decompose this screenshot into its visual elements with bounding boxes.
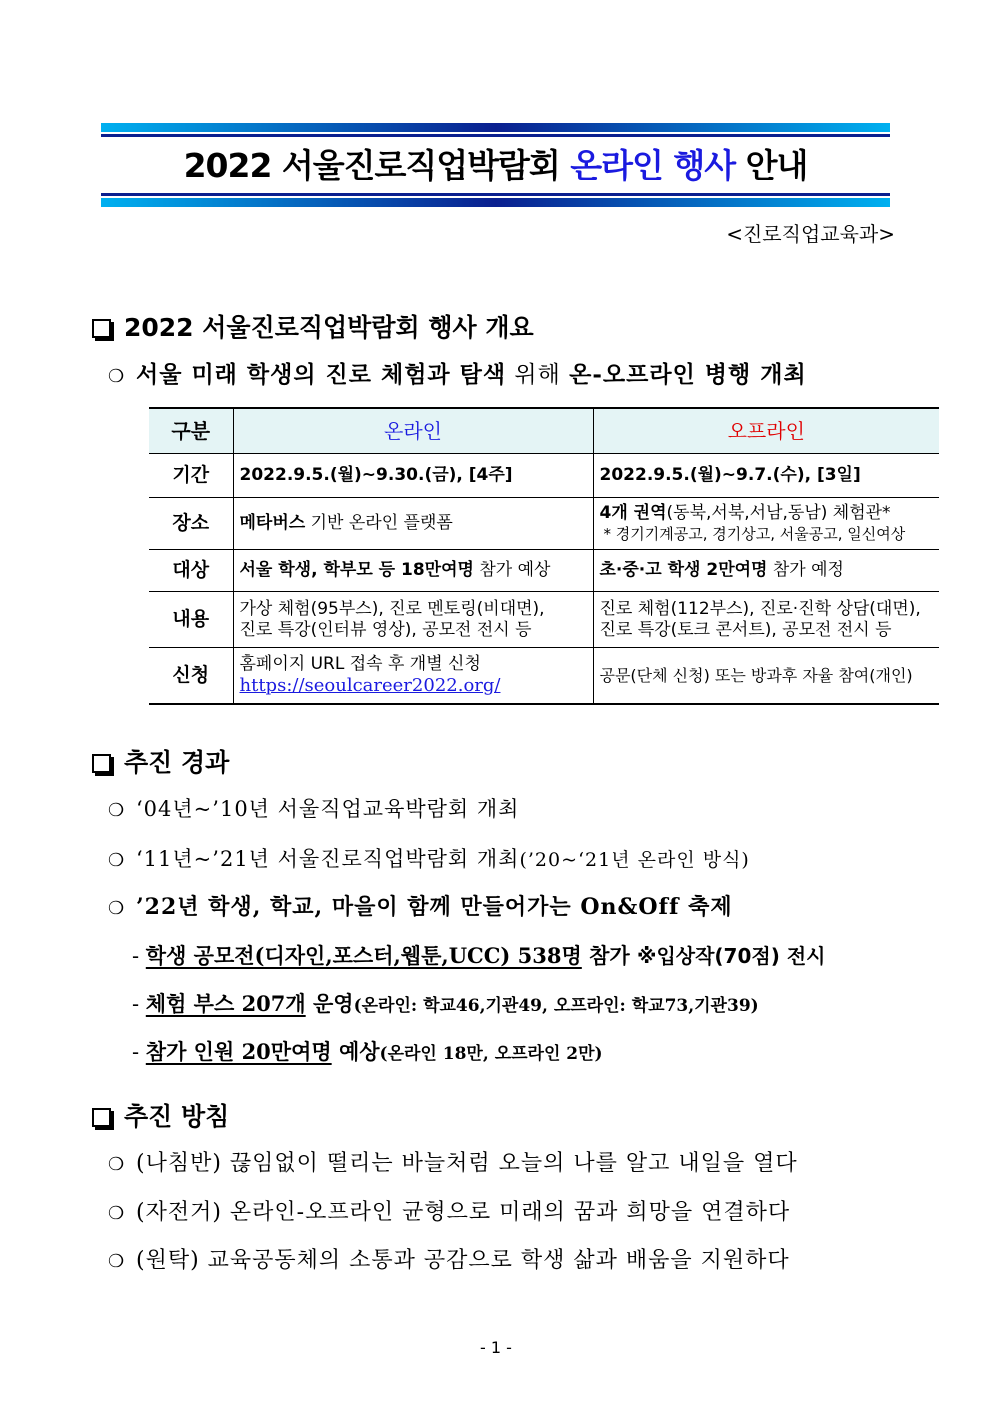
square-bullet-icon (92, 754, 111, 773)
progress-bullet (108, 793, 519, 827)
sub-underlined: 학생 공모전(디자인,포스터,웹툰,UCC) 538명 (145, 943, 582, 968)
circle-bullet-icon: ❍ (108, 1251, 126, 1272)
sub-tail: (온라인: 학교46,기관49, 오프라인: 학교73,기관39) (353, 996, 759, 1016)
cell-line: 진로 체험(112부스), 진로·진학 상담(대면), (599, 598, 921, 619)
circle-bullet-icon: ❍ (108, 1203, 126, 1224)
section-heading-progress (92, 746, 229, 780)
dash: - (132, 944, 140, 968)
table-row (149, 454, 939, 498)
cell-online (233, 550, 593, 592)
section-heading-text: 2022 서울진로직업박람회 행사 개요 (124, 313, 534, 342)
bullet-text: ‘11년~’21년 서울진로직업박람회 개최 (136, 847, 520, 871)
overview-table (149, 407, 939, 705)
sub-tail: (온라인 18만, 오프라인 2만) (379, 1044, 603, 1064)
table-row (149, 592, 939, 648)
section-heading-text: 추진 경과 (124, 748, 230, 777)
progress-sub-item (132, 940, 825, 972)
row-label: 신청 (149, 648, 233, 704)
progress-sub-item (132, 988, 759, 1022)
cell-bold-text: 메타버스 (239, 513, 306, 533)
cell-online (233, 592, 593, 648)
policy-bullet (108, 1148, 798, 1181)
square-bullet-icon (92, 1108, 111, 1127)
policy-bullet (108, 1245, 790, 1278)
bullet-text: ’22년 학생, 학교, 마을이 함께 만들어가는 On&Off 축제 (136, 894, 733, 920)
cell-bold-text: 4개 권역 (599, 502, 667, 523)
title-highlight: 온라인 행사 (570, 146, 736, 185)
cell-online (233, 648, 593, 704)
square-bullet-icon (92, 319, 111, 338)
circle-bullet-icon: ❍ (108, 850, 126, 871)
table-row (149, 550, 939, 592)
table-header-row (149, 408, 939, 454)
sub-underlined: 참가 인원 20만여명 (145, 1039, 332, 1064)
sub-tail: ※입상작(70점) 전시 (637, 944, 826, 968)
row-label: 대상 (149, 550, 233, 592)
cell-offline (593, 550, 939, 592)
cell-offline: 2022.9.5.(월)~9.7.(수), [3일] (593, 454, 939, 498)
cell-text: 참가 예정 (767, 560, 844, 580)
circle-bullet-icon: ❍ (108, 1154, 126, 1175)
policy-bullet (108, 1197, 790, 1230)
section-heading-text: 추진 방침 (124, 1102, 230, 1131)
cell-line: 진로 특강(토크 콘서트), 공모전 전시 등 (599, 619, 892, 640)
bullet-text: 위해 (506, 362, 570, 388)
cell-offline: 공문(단체 신청) 또는 방과후 자율 참여(개인) (593, 648, 939, 704)
homepage-link[interactable]: https://seoulcareer2022.org/ (239, 674, 501, 696)
cell-bold-text: 서울 학생, 학부모 등 18만여명 (239, 560, 474, 580)
progress-bullet (108, 891, 733, 925)
title-bar-top-thin (101, 134, 890, 137)
row-label: 장소 (149, 498, 233, 550)
circle-bullet-icon: ❍ (108, 898, 126, 919)
cell-line: 홈페이지 URL 접속 후 개별 신청 (239, 653, 481, 674)
circle-bullet-icon: ❍ (108, 800, 126, 821)
bullet-bold-text: 서울 미래 학생의 진로 체험과 탐색 (136, 361, 507, 388)
row-label: 기간 (149, 454, 233, 498)
table-header-online: 온라인 (233, 408, 593, 454)
bullet-bold-text: 온-오프라인 병행 개최 (569, 361, 807, 388)
section-heading-overview (92, 311, 534, 345)
progress-bullet (108, 843, 750, 877)
table-row (149, 498, 939, 550)
overview-bullet (108, 359, 807, 393)
cell-offline (593, 498, 939, 550)
sub-text: 예상 (331, 1039, 380, 1064)
bullet-tail: (’20~‘21년 온라인 방식) (519, 849, 750, 871)
title-bar-bottom-thin (101, 193, 890, 196)
cell-line: 가상 체험(95부스), 진로 멘토링(비대면), (239, 598, 545, 619)
cell-line: 진로 특강(인터뷰 영상), 공모전 전시 등 (239, 619, 532, 640)
title-part: 안내 (735, 146, 808, 185)
cell-text: 참가 예상 (473, 560, 551, 580)
circle-bullet-icon: ❍ (108, 366, 126, 387)
cell-bold-text: 초·중·고 학생 2만여명 (599, 560, 768, 580)
cell-text: (동북,서북,서남,동남) 체험관* (666, 502, 891, 523)
cell-online: 2022.9.5.(월)~9.30.(금), [4주] (233, 454, 593, 498)
cell-offline (593, 592, 939, 648)
sub-underlined: 체험 부스 207개 (145, 991, 306, 1016)
dash: - (132, 1040, 140, 1064)
bullet-text: (원탁) 교육공동체의 소통과 공감으로 학생 삶과 배움을 지원하다 (136, 1248, 790, 1273)
cell-text: 기반 온라인 플랫폼 (305, 513, 453, 533)
title-part: 2022 서울진로직업박람회 (183, 146, 571, 185)
bullet-text: ‘04년~’10년 서울직업교육박람회 개최 (136, 797, 520, 821)
sub-text: 참가 (581, 943, 638, 968)
dash: - (132, 992, 140, 1016)
row-label: 내용 (149, 592, 233, 648)
bullet-text: (자전거) 온라인-오프라인 균형으로 미래의 꿈과 희망을 연결하다 (136, 1200, 791, 1225)
cell-note: * 경기기계공고, 경기상고, 서울공고, 일신여상 (603, 524, 906, 543)
progress-sub-item (132, 1036, 603, 1070)
table-row (149, 648, 939, 704)
page-title (101, 143, 890, 189)
table-header-cell: 구분 (149, 408, 233, 454)
department-label: <진로직업교육과> (726, 222, 895, 246)
cell-online (233, 498, 593, 550)
page-number: - 1 - (480, 1338, 512, 1357)
section-heading-policy (92, 1100, 229, 1134)
title-bar-bottom (101, 198, 890, 207)
sub-text: 운영 (305, 991, 354, 1016)
title-bar-top (101, 123, 890, 132)
bullet-text: (나침반) 끊임없이 떨리는 바늘처럼 오늘의 나를 알고 내일을 열다 (136, 1151, 798, 1176)
table-header-offline: 오프라인 (593, 408, 939, 454)
